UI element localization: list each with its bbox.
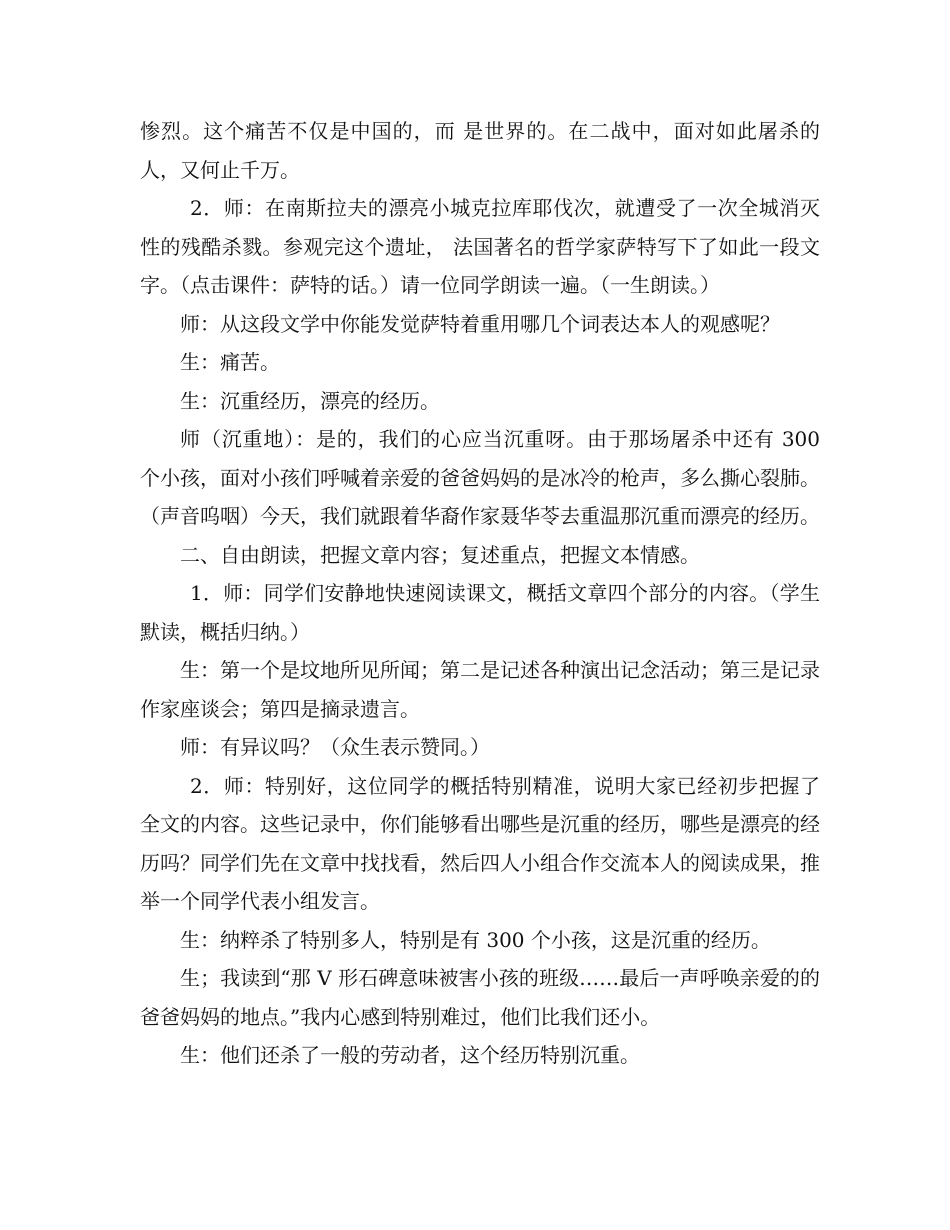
paragraph-teacher-objection: 师：有异议吗？（众生表示赞同。） — [180, 735, 490, 759]
paragraph-teacher-2-sartre: 2．师：在南斯拉夫的漂亮小城克拉库耶伐次，就遭受了一次全城消灭性的残酷杀戮。参观完这个遗址， 法国著名的哲学家萨特写下了如此一段文字。（点击课件：萨特的话。）请一位同学朗读一遍。（一生朗读。） — [140, 196, 820, 297]
paragraph-teacher-1-reading: 1．师：同学们安静地快速阅读课文，概括文章四个部分的内容。（学生默读，概括归纳。） — [140, 581, 820, 644]
paragraph-student-nazi: 生：纳粹杀了特别多人，特别是有 300 个小孩，这是沉重的经历。 — [180, 927, 771, 952]
paragraph-student-answer-1: 生：痛苦。 — [180, 350, 280, 374]
paragraph-student-v-stone: 生；我读到“那 V 形石碑意味被害小孩的班级……最后一声呼唤亲爱的的爸爸妈妈的地点。”我内心感到特别难过，他们比我们还小。 — [140, 966, 820, 1029]
paragraph-student-answer-2: 生：沉重经历，漂亮的经历。 — [180, 388, 440, 413]
section-heading-2: 二、自由朗读，把握文章内容；复述重点，把握文本情感。 — [180, 542, 700, 567]
paragraph-teacher-question: 师：从这段文学中你能发觉萨特着重用哪几个词表达本人的观感呢？ — [180, 311, 780, 336]
paragraph-continuation: 惨烈。这个痛苦不仅是中国的，而 是世界的。在二战中，面对如此屠杀的人，又何止千万。 — [140, 119, 820, 182]
paragraph-teacher-somber: 师（沉重地）：是的，我们的心应当沉重呀。由于那场屠杀中还有 300 个小孩，面对小孩们呼喊着亲爱的爸爸妈妈的是冰冷的枪声，多么撕心裂肺。（声音呜咽）今天，我们就跟着华裔作家聂华苓去重温那沉重而漂亮的经历。 — [140, 427, 820, 528]
paragraph-student-workers: 生：他们还杀了一般的劳动者，这个经历特别沉重。 — [180, 1043, 640, 1067]
paragraph-teacher-2-praise: 2．师：特别好，这位同学的概括特别精准，说明大家已经初步把握了全文的内容。这些记录中，你们能够看出哪些是沉重的经历，哪些是漂亮的经历吗？同学们先在文章中找找看，然后四人小组合作交流本人的阅读成果，推举一个同学代表小组发言。 — [140, 773, 820, 913]
document-page — [140, 112, 820, 1075]
paragraph-student-summary: 生：第一个是坟地所见所闻；第二是记述各种演出记念活动；第三是记录作家座谈会；第四是摘录遗言。 — [140, 658, 820, 721]
